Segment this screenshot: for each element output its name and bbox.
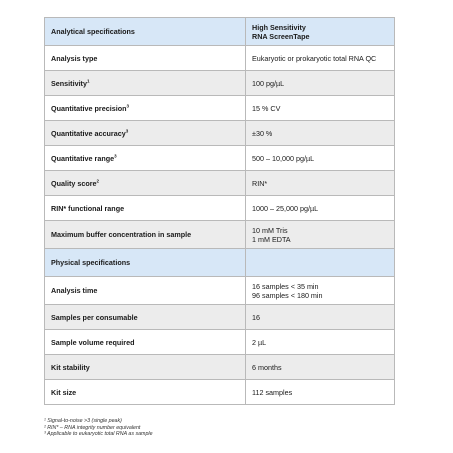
row-value-cell [246, 355, 395, 380]
footnote-marker: 1 [86, 78, 90, 84]
row-label: Maximum buffer concentration in sample [51, 230, 192, 239]
row-value-line: Eukaryotic or prokaryotic total RNA QC [252, 53, 377, 63]
row-value-line: High Sensitivity [252, 22, 306, 32]
row-value-cell [246, 380, 395, 405]
row-label: Physical specifications [51, 258, 131, 267]
table-row [45, 221, 395, 249]
row-value-line: 1000 – 25,000 pg/µL [252, 203, 319, 213]
row-label: Analysis time [51, 286, 98, 295]
row-label-cell [45, 121, 246, 146]
row-value-line: RNA ScreenTape [252, 31, 310, 41]
row-label-cell [45, 277, 246, 305]
row-label-cell [45, 146, 246, 171]
row-value-cell [246, 221, 395, 249]
row-label: Analytical specifications [51, 27, 135, 36]
footnotes [44, 418, 404, 438]
row-label-cell [45, 355, 246, 380]
footnote: ² RIN* – RNA integrity number equivalent [44, 424, 141, 431]
table-row [45, 196, 395, 221]
row-value-line: 16 samples < 35 min [252, 281, 319, 291]
footnote-marker: 2 [96, 178, 100, 184]
row-label: Kit size [51, 387, 77, 397]
row-label: Samples per consumable [51, 312, 138, 322]
row-value-cell [246, 146, 395, 171]
section-header-row [45, 18, 395, 46]
row-value-cell [246, 249, 395, 277]
footnote: ¹ Signal-to-noise >3 (single peak) [44, 418, 122, 424]
row-label: Quality score [51, 178, 97, 188]
specifications-table [44, 17, 395, 405]
table-row [45, 355, 395, 380]
row-value-line: 6 months [252, 362, 282, 372]
table-row [45, 380, 395, 405]
row-label-cell [45, 46, 246, 71]
row-value-cell [246, 121, 395, 146]
footnote: ³ Applicable to eukaryotic total RNA as sample [44, 431, 153, 438]
table-row [45, 277, 395, 305]
row-label-cell [45, 96, 246, 121]
row-value-line: 10 mM Tris [252, 225, 288, 235]
row-value-line: RIN* [252, 178, 268, 188]
row-value-line: ±30 % [252, 128, 273, 138]
table-row [45, 96, 395, 121]
row-label-cell [45, 221, 246, 249]
row-value-line: 1 mM EDTA [252, 234, 291, 244]
row-value-cell [246, 96, 395, 121]
row-label-cell [45, 71, 246, 96]
row-value-cell [246, 277, 395, 305]
row-label-cell [45, 380, 246, 405]
row-value-line: 15 % CV [252, 103, 281, 113]
row-label: Quantitative range [51, 153, 115, 163]
row-value-line: 500 – 10,000 pg/µL [252, 153, 315, 163]
row-value-cell [246, 18, 395, 46]
row-label-cell [45, 249, 246, 277]
footnote-marker: 3 [114, 153, 117, 159]
row-value-line: 2 µL [252, 337, 267, 347]
row-label: Sample volume required [51, 337, 135, 347]
row-value-cell [246, 330, 395, 355]
row-value-cell [246, 196, 395, 221]
row-value-line: 112 samples [252, 387, 293, 397]
row-label-cell [45, 330, 246, 355]
row-value-cell [246, 71, 395, 96]
row-label: RIN* functional range [51, 203, 125, 213]
specifications-table-body [45, 18, 395, 405]
row-value-line: 100 pg/µL [252, 78, 285, 88]
table-row [45, 330, 395, 355]
row-label-cell [45, 18, 246, 46]
row-label-cell [45, 196, 246, 221]
table-row [45, 146, 395, 171]
footnote-marker: 3 [126, 103, 130, 109]
row-label-cell [45, 305, 246, 330]
row-label: Kit stability [51, 362, 90, 372]
row-value-line: 96 samples < 180 min [252, 290, 323, 300]
table-row [45, 305, 395, 330]
row-value-cell [246, 305, 395, 330]
section-header-row [45, 249, 395, 277]
table-row [45, 46, 395, 71]
table-row [45, 121, 395, 146]
row-value-cell [246, 171, 395, 196]
row-label: Sensitivity [51, 78, 87, 88]
table-row [45, 71, 395, 96]
row-label: Quantitative precision [51, 103, 127, 113]
footnote-marker: 3 [125, 128, 129, 134]
row-value-cell [246, 46, 395, 71]
row-label-cell [45, 171, 246, 196]
row-label: Analysis type [51, 53, 98, 63]
row-value-line: 16 [252, 312, 260, 322]
table-row [45, 171, 395, 196]
row-label: Quantitative accuracy [51, 128, 126, 138]
